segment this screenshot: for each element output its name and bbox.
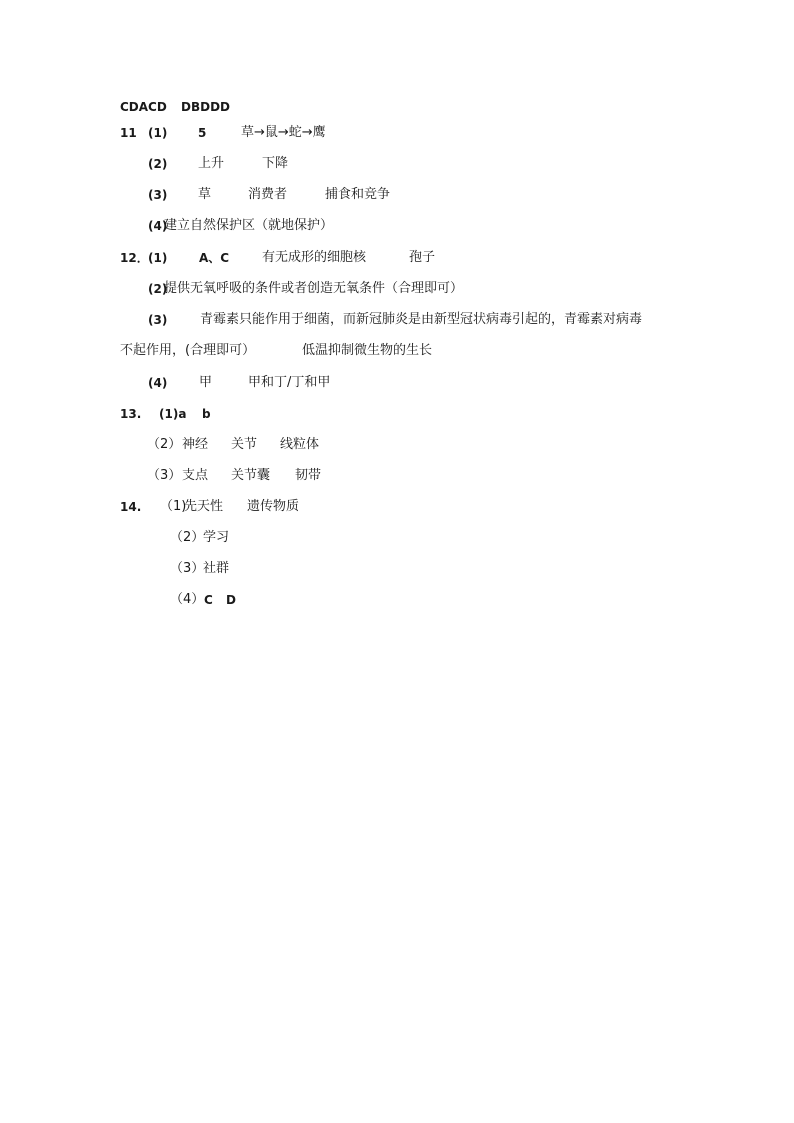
q12-p1-answer3: 孢子 xyxy=(409,250,436,265)
q14-number: 14. xyxy=(120,500,142,514)
q13-p3-label: （3） xyxy=(147,468,182,483)
mc-answers-group1: CDACD xyxy=(120,100,167,114)
q12-p3-label: (3) xyxy=(148,313,168,327)
q12-p4-answer2: 甲和丁/丁和甲 xyxy=(248,375,331,390)
q11-p3-label: (3) xyxy=(148,188,168,202)
q13-p2-label: （2） xyxy=(147,437,182,452)
q11-p2-answer2: 下降 xyxy=(262,156,289,171)
q14-p4-answer2: D xyxy=(226,593,236,607)
q11-p2-label: (2) xyxy=(148,157,168,171)
q12-p1-answer1: A、C xyxy=(199,251,230,265)
q14-p2-label: （2） xyxy=(170,530,205,545)
q12-p3-answer2: 低温抑制微生物的生长 xyxy=(302,343,433,358)
q12-p3-answer-line2: 不起作用，(合理即可） xyxy=(120,343,256,358)
q13-p2-answer3: 线粒体 xyxy=(280,437,320,452)
q13-p3-answer3: 韧带 xyxy=(295,468,322,483)
q11-p1-answer1: 5 xyxy=(198,126,207,140)
q12-p4-label: (4) xyxy=(148,376,168,390)
q11-p3-answer2: 消费者 xyxy=(248,187,288,202)
q11-number: 11 xyxy=(120,126,137,140)
q11-p1-answer2: 草→鼠→蛇→鹰 xyxy=(241,125,326,140)
q13-p2-answer2: 关节 xyxy=(231,437,258,452)
q11-p3-answer3: 捕食和竞争 xyxy=(325,187,391,202)
q14-p3-label: （3） xyxy=(170,561,205,576)
q14-p4-answer1: C xyxy=(204,593,213,607)
q14-p1-answer2: 遗传物质 xyxy=(247,499,300,514)
q14-p2-answer1: 学习 xyxy=(203,530,230,545)
q14-p3-answer1: 社群 xyxy=(203,561,230,576)
q13-p3-answer1: 支点 xyxy=(182,468,209,483)
q14-p4-label: （4） xyxy=(170,592,205,607)
q11-p2-answer1: 上升 xyxy=(198,156,225,171)
q13-p1-answer2: b xyxy=(202,407,211,421)
q11-p4-label: (4) xyxy=(148,219,168,233)
q13-p1-label: (1)a xyxy=(159,407,187,421)
q12-p2-label: (2) xyxy=(148,282,168,296)
mc-answers-group2: DBDDD xyxy=(181,100,230,114)
q12-p1-answer2: 有无成形的细胞核 xyxy=(262,250,367,265)
q14-p1-answer1: 先天性 xyxy=(184,499,224,514)
q11-p4-answer: 建立自然保护区（就地保护） xyxy=(164,218,334,233)
q12-p1-label: (1) xyxy=(148,251,168,265)
q12-p3-answer-line1: 青霉素只能作用于细菌，而新冠肺炎是由新型冠状病毒引起的，青霉素对病毒 xyxy=(200,312,643,327)
q12-number: 12． xyxy=(120,251,149,265)
q13-p3-answer2: 关节囊 xyxy=(231,468,271,483)
q13-p2-answer1: 神经 xyxy=(182,437,209,452)
q13-number: 13. xyxy=(120,407,142,421)
q12-p4-answer1: 甲 xyxy=(199,375,213,390)
q11-p3-answer1: 草 xyxy=(198,187,212,202)
q12-p2-answer: 提供无氧呼吸的条件或者创造无氧条件（合理即可） xyxy=(164,281,464,296)
q11-p1-label: (1) xyxy=(148,126,168,140)
q14-p1-label: （1) xyxy=(160,499,187,514)
